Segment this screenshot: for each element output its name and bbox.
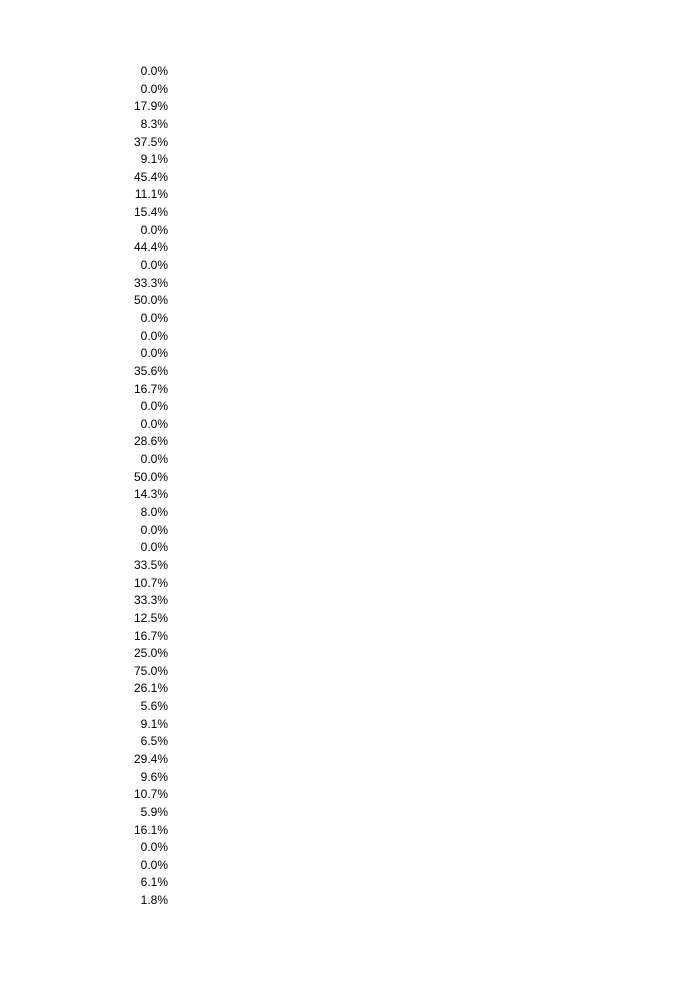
percentage-cell: 14.3% xyxy=(133,487,168,502)
percentage-cell: 8.0% xyxy=(140,505,168,520)
percentage-cell: 17.9% xyxy=(133,99,168,114)
percentage-cell: 0.0% xyxy=(140,81,168,96)
percentage-cell: 6.1% xyxy=(140,875,168,890)
percentage-cell: 0.0% xyxy=(140,416,168,431)
percentage-cell: 16.7% xyxy=(133,628,168,643)
percentage-cell: 33.3% xyxy=(133,593,168,608)
percentage-cell: 0.0% xyxy=(140,840,168,855)
percentage-cell: 0.0% xyxy=(140,64,168,78)
percentage-cell: 10.7% xyxy=(133,575,168,590)
percentage-cell: 0.0% xyxy=(140,346,168,361)
percentage-cell: 50.0% xyxy=(133,469,168,484)
percentage-cell: 5.6% xyxy=(140,699,168,714)
percentage-cell: 25.0% xyxy=(133,646,168,661)
percentage-cell: 44.4% xyxy=(133,240,168,255)
percentage-column xyxy=(100,63,168,910)
percentage-cell: 0.0% xyxy=(140,857,168,872)
percentage-cell: 0.0% xyxy=(140,452,168,467)
percentage-cell: 0.0% xyxy=(140,399,168,414)
percentage-cell: 16.7% xyxy=(133,381,168,396)
percentage-cell: 10.7% xyxy=(133,787,168,802)
percentage-cell: 26.1% xyxy=(133,681,168,696)
percentage-cell: 0.0% xyxy=(140,328,168,343)
percentage-cell: 29.4% xyxy=(133,751,168,766)
percentage-cell: 15.4% xyxy=(133,205,168,220)
percentage-cell: 1.8% xyxy=(140,893,168,908)
percentage-cell: 9.1% xyxy=(140,152,168,167)
percentage-cell: 6.5% xyxy=(140,734,168,749)
percentage-cell: 33.5% xyxy=(133,557,168,572)
percentage-cell: 0.0% xyxy=(140,522,168,537)
percentage-cell: 5.9% xyxy=(140,804,168,819)
percentage-cell: 16.1% xyxy=(133,822,168,837)
percentage-cell: 0.0% xyxy=(140,258,168,273)
percentage-cell: 9.6% xyxy=(140,769,168,784)
percentage-cell: 75.0% xyxy=(133,663,168,678)
percentage-cell: 45.4% xyxy=(133,169,168,184)
percentage-cell: 50.0% xyxy=(133,293,168,308)
percentage-cell: 11.1% xyxy=(134,187,168,202)
percentage-cell: 35.6% xyxy=(133,363,168,378)
percentage-cell: 28.6% xyxy=(133,434,168,449)
percentage-cell: 12.5% xyxy=(133,610,168,625)
percentage-cell: 8.3% xyxy=(140,116,168,131)
percentage-cell: 9.1% xyxy=(140,716,168,731)
percentage-cell: 0.0% xyxy=(140,222,168,237)
percentage-cell: 37.5% xyxy=(133,134,168,149)
percentage-cell: 33.3% xyxy=(133,275,168,290)
percentage-cell: 0.0% xyxy=(140,540,168,555)
percentage-cell: 0.0% xyxy=(140,310,168,325)
